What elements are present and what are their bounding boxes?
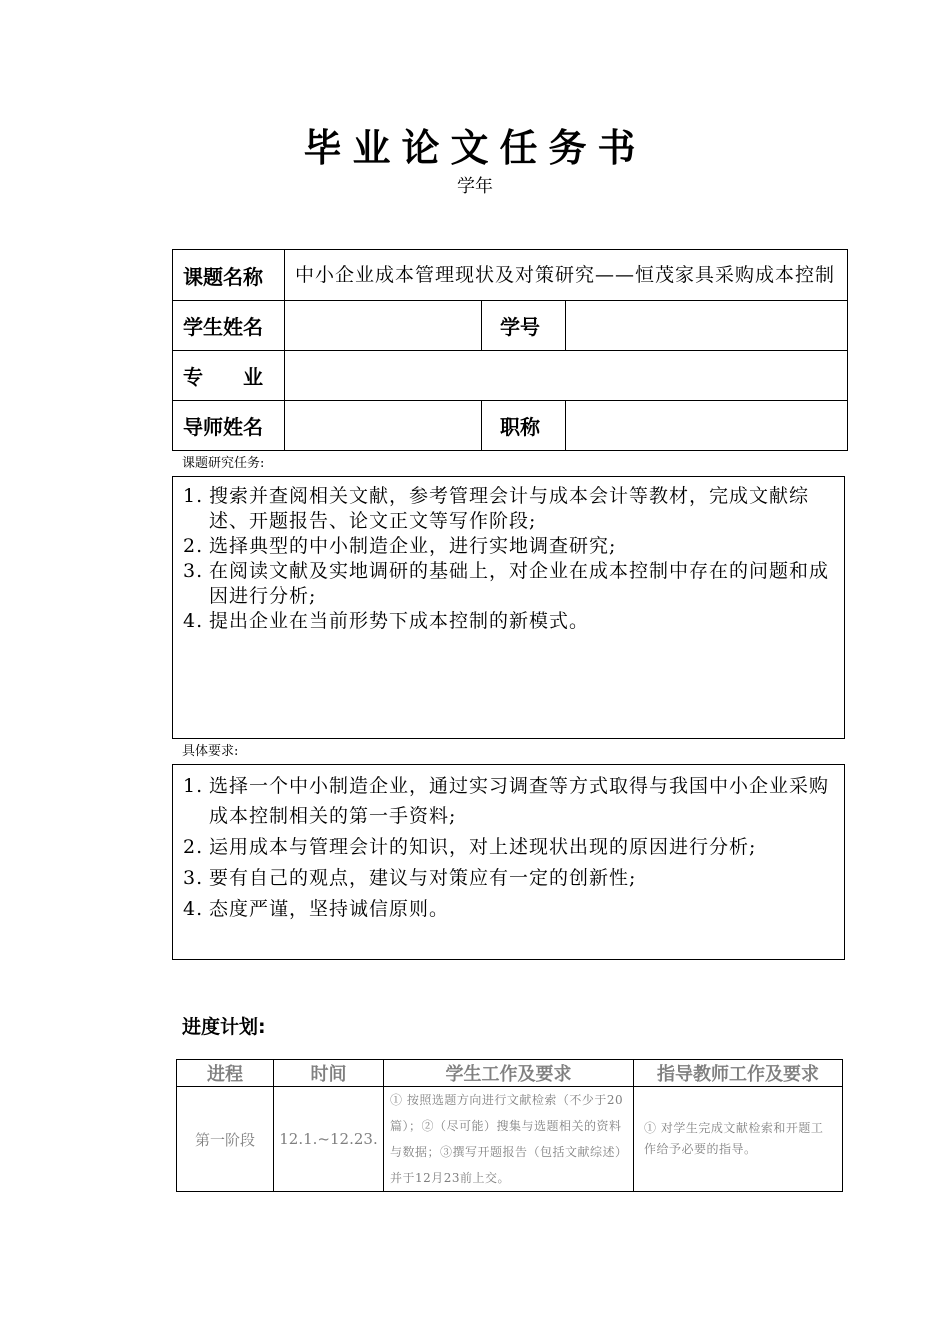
major-field[interactable] [285,351,848,401]
student-id-field[interactable] [566,301,848,351]
schedule-title: 进度计划: [182,1016,266,1038]
tasks-box [172,476,845,739]
time-cell: 12.1.~12.23. [274,1087,384,1192]
student-name-field[interactable] [285,301,482,351]
requirements-box [172,764,845,960]
stage-cell: 第一阶段 [177,1087,274,1192]
list-item: 3. 要有自己的观点，建议与对策应有一定的创新性; [183,867,637,889]
academic-year-label: 学年 [457,176,493,197]
list-item: 4. 提出企业在当前形势下成本控制的新模式。 [183,610,590,632]
schedule-table [176,1059,843,1192]
advisor-title-label: 职称 [482,401,566,451]
column-header: 进程 [177,1060,274,1087]
advisor-title-field[interactable] [566,401,848,451]
column-header: 学生工作及要求 [384,1060,634,1087]
column-header: 指导教师工作及要求 [634,1060,843,1087]
list-item: 1. 选择一个中小制造企业，通过实习调查等方式取得与我国中小企业采购成本控制相关的第一手资料; [183,775,830,827]
student-id-label: 学号 [482,301,566,351]
list-item: 2. 运用成本与管理会计的知识，对上述现状出现的原因进行分析; [183,836,757,858]
list-item: 2. 选择典型的中小制造企业，进行实地调查研究; [183,535,617,557]
advisor-work-cell: ① 对学生完成文献检索和开题工作给予必要的指导。 [634,1087,843,1192]
list-item: 1. 搜索并查阅相关文献，参考管理会计与成本会计等教材，完成文献综述、开题报告、论文正文等写作阶段; [183,485,810,532]
tasks-caption: 课题研究任务: [182,456,265,471]
requirements-caption: 具体要求: [182,744,239,759]
student-work-cell: ① 按照选题方向进行文献检索（不少于20篇）；②（尽可能）搜集与选题相关的资料与数据；③撰写开题报告（包括文献综述）并于12月23前上交。 [384,1087,634,1192]
topic-label: 课题名称 [173,250,285,301]
student-name-label: 学生姓名 [173,301,285,351]
list-item: 3. 在阅读文献及实地调研的基础上，对企业在成本控制中存在的问题和成因进行分析; [183,560,830,607]
column-header: 时间 [274,1060,384,1087]
table-row [177,1087,843,1192]
advisor-name-field[interactable] [285,401,482,451]
list-item: 4. 态度严谨，坚持诚信原则。 [183,898,450,920]
topic-value: 中小企业成本管理现状及对策研究——恒茂家具采购成本控制 [285,250,848,301]
student-info-table [172,249,848,451]
document-title: 毕业论文任务书 [303,126,647,170]
major-label: 专 业 [173,351,285,401]
advisor-name-label: 导师姓名 [173,401,285,451]
